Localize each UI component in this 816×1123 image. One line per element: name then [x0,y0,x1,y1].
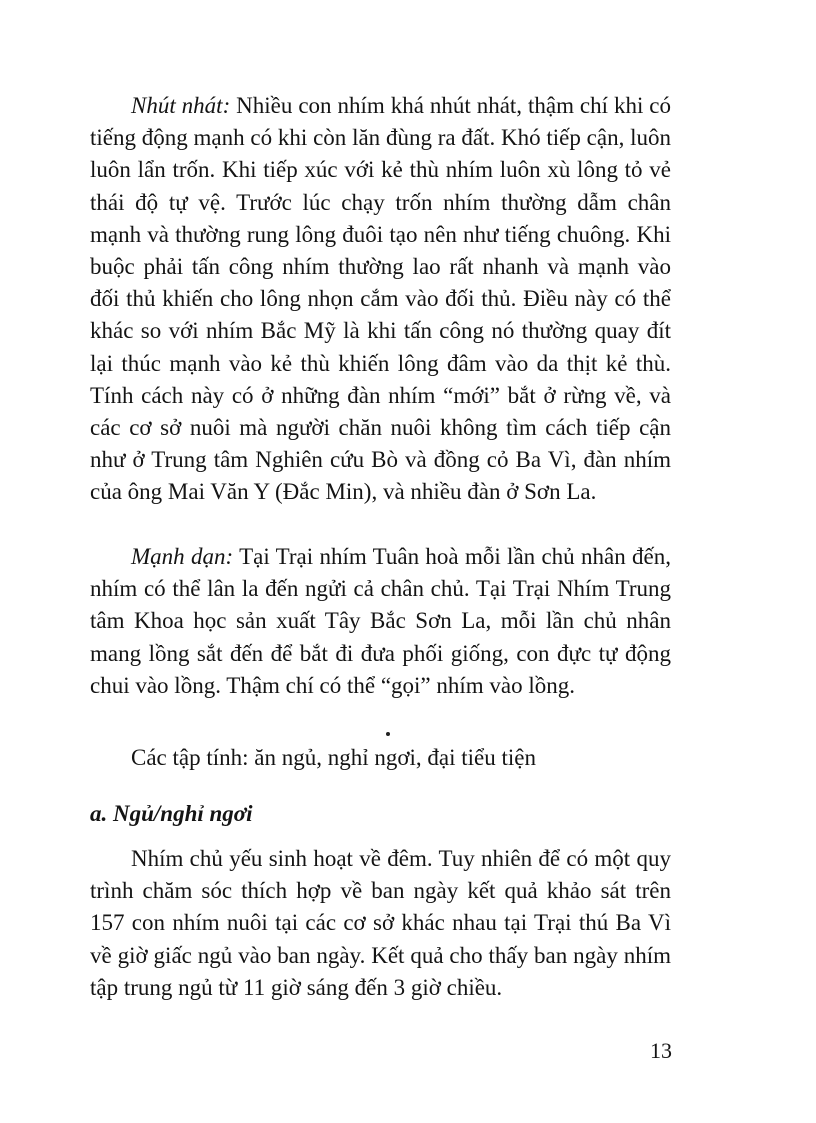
section-heading: a. Ngủ/nghỉ ngơi [90,801,253,826]
paragraph-body: Tại Trại nhím Tuân hoà mỗi lần chủ nhân đến, nhím có thể lân la đến ngửi cả chân chủ. Tại Trại Nhím Trung tâm Khoa học sản xuất Tây Bắc Sơn La, mỗi lần chủ nhân mang lồng sắt đến để bắt đi đưa phối giống, con đực tự động chui vào lồng. Thậm chí có thể “gọi” nhím vào lồng. [90,544,672,698]
paragraph-lead-italic: Nhút nhát: [131,93,231,118]
paragraph-manh-dan [90,541,671,702]
paragraph-lead-italic: Mạnh dạn: [131,544,234,569]
section-paragraph: Nhím chủ yếu sinh hoạt về đêm. Tuy nhiên để có một quy trình chăm sóc thích hợp về ban ngày kết quả khảo sát trên 157 con nhím nuôi tại các cơ sở khác nhau tại Trại thú Ba Vì về giờ giấc ngủ vào ban ngày. Kết quả cho thấy ban ngày nhím tập trung ngủ từ 11 giờ sáng đến 3 giờ chiều. [90,846,671,1000]
paragraph-nhut-nhat [90,90,671,509]
page-number: 13 [650,1038,672,1063]
paragraph-cac-tap-tinh [90,742,671,774]
paragraph-body: Nhiều con nhím khá nhút nhát, thậm chí khi có tiếng động mạnh có khi còn lăn đùng ra đất. Khó tiếp cận, luôn luôn lẩn trốn. Khi tiếp xúc với kẻ thù nhím luôn xù lông tỏ vẻ thái độ tự vệ. Trước lúc chạy trốn nhím thường dẫm chân mạnh và thường rung lông đuôi tạo nên như tiếng chuông. Khi buộc phải tấn công nhím thường lao rất nhanh và mạnh vào đối thủ khiến cho lông nhọn cắm vào đối thủ. Điều này có thể khác so với nhím Bắc Mỹ là khi tấn công nó thường quay đít lại thúc mạnh vào kẻ thù khiến lông đâm vào da thịt kẻ thù. Tính cách này có ở những đàn nhím “mới” bắt ở rừng về, và các cơ sở nuôi mà người chăn nuôi không tìm cách tiếp cận như ở Trung tâm Nghiên cứu Bò và đồng cỏ Ba Vì, đàn nhím của ông Mai Văn Y (Đắc Min), và nhiều đàn ở Sơn La. [90,93,671,505]
paragraph-body: Các tập tính: ăn ngủ, nghỉ ngơi, đại tiểu tiện [131,745,537,770]
print-speck [386,732,390,736]
